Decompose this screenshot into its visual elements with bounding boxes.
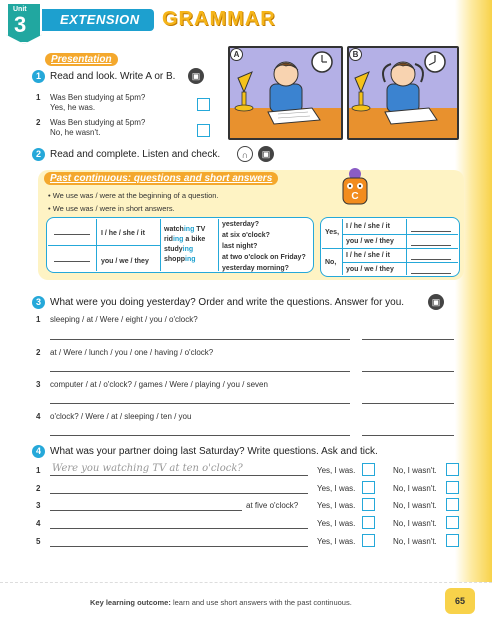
example-answer: Were you watching TV at ten o'clock?: [52, 463, 243, 474]
no-option: No, I wasn't.: [393, 519, 437, 528]
grammar-rule: • We use was / were in short answers.: [48, 204, 175, 213]
answer-line[interactable]: [362, 435, 454, 436]
ex3-item-number: 2: [36, 348, 41, 357]
picture-b-label: B: [349, 48, 362, 61]
exercise-4-instruction: What was your partner doing last Saturday? Write questions. Ask and tick.: [50, 446, 378, 457]
blank-line[interactable]: [411, 259, 451, 260]
yes-option: Yes, I was.: [317, 501, 356, 510]
exercise-2-number: 2: [32, 148, 45, 161]
time-cell: last night?: [222, 243, 258, 250]
ex3-item-text: computer / at / o'clock? / games / Were / playing / you / seven: [50, 380, 268, 389]
answer-subject: I / he / she / it: [346, 223, 390, 230]
page-number: 65: [445, 588, 475, 614]
yes-option: Yes, I was.: [317, 484, 356, 493]
no-label: No,: [325, 259, 337, 266]
yes-tick-box[interactable]: [362, 463, 375, 476]
grammar-rule-text: We use was / were at the beginning of a question.: [52, 191, 219, 200]
ex3-item-number: 4: [36, 412, 41, 421]
learning-outcome-label: Key learning outcome:: [90, 598, 171, 607]
exercise-1-instruction: Read and look. Write A or B.: [50, 71, 176, 82]
question-line[interactable]: [50, 493, 308, 494]
ex1-item-question: Was Ben studying at 5pm?: [50, 93, 146, 102]
time-cell: at six o'clock?: [222, 232, 270, 239]
answer-line[interactable]: [362, 339, 454, 340]
ex3-item-text: sleeping / at / Were / eight / you / o'clock?: [50, 315, 198, 324]
picture-a-label: A: [230, 48, 243, 61]
verb-cell: riding a bike: [164, 236, 206, 243]
page-title: GRAMMAR: [162, 8, 276, 30]
ex4-row-number: 4: [36, 519, 41, 528]
no-option: No, I wasn't.: [393, 484, 437, 493]
exercise-2-instruction: Read and complete. Listen and check.: [50, 149, 221, 160]
grammar-rule-text: We use was / were in short answers.: [52, 204, 175, 213]
exercise-4-number: 4: [32, 445, 45, 458]
no-tick-box[interactable]: [446, 498, 459, 511]
ex3-item-number: 3: [36, 380, 41, 389]
ex4-row-number: 2: [36, 484, 41, 493]
question-suffix: at five o'clock?: [246, 501, 299, 510]
ex4-row-number: 5: [36, 537, 41, 546]
grammar-tab: Past continuous: questions and short answers: [44, 172, 278, 185]
unit-number: 3: [14, 12, 27, 37]
question-line[interactable]: [50, 528, 308, 529]
answer-line[interactable]: [50, 435, 350, 436]
picture-b: [347, 46, 459, 140]
learning-outcome-text: learn and use short answers with the past continuous.: [170, 598, 352, 607]
yes-tick-box[interactable]: [362, 481, 375, 494]
yes-tick-box[interactable]: [362, 534, 375, 547]
answer-subject: I / he / she / it: [346, 252, 390, 259]
subject-cell: I / he / she / it: [101, 230, 145, 237]
yes-option: Yes, I was.: [317, 519, 356, 528]
no-tick-box[interactable]: [446, 534, 459, 547]
yes-tick-box[interactable]: [362, 516, 375, 529]
svg-text:C: C: [351, 191, 359, 202]
yes-label: Yes,: [325, 229, 340, 236]
ex3-item-text: at / Were / lunch / you / one / having / o'clock?: [50, 348, 214, 357]
ex1-answer-box[interactable]: [197, 124, 210, 137]
no-option: No, I wasn't.: [393, 537, 437, 546]
answer-line[interactable]: [362, 371, 454, 372]
extension-banner: EXTENSION: [42, 9, 154, 31]
ex3-item-number: 1: [36, 315, 41, 324]
verb-cell: shopping: [164, 256, 196, 263]
blank-line[interactable]: [411, 245, 451, 246]
learning-outcome: [90, 598, 352, 607]
mascot-icon: [338, 166, 372, 210]
time-cell: at two o'clock on Friday?: [222, 254, 306, 261]
blank-line[interactable]: [411, 273, 451, 274]
no-tick-box[interactable]: [446, 516, 459, 529]
blank-line[interactable]: [54, 234, 90, 235]
exercise-3-instruction: What were you doing yesterday? Order and write the questions. Answer for you.: [50, 297, 405, 308]
ex3-item-text: o'clock? / Were / at / sleeping / ten / you: [50, 412, 192, 421]
verb-cell: studying: [164, 246, 194, 253]
exercise-3-number: 3: [32, 296, 45, 309]
answer-subject: you / we / they: [346, 238, 394, 245]
yes-option: Yes, I was.: [317, 466, 356, 475]
answer-line[interactable]: [50, 339, 350, 340]
ex4-row-number: 3: [36, 501, 41, 510]
exercise-1-number: 1: [32, 70, 45, 83]
blank-line[interactable]: [411, 231, 451, 232]
grammar-rule: • We use was / were at the beginning of a question.: [48, 191, 219, 200]
ex1-item-number: 2: [36, 118, 41, 127]
no-tick-box[interactable]: [446, 481, 459, 494]
audio-icon[interactable]: ▣: [428, 294, 444, 310]
answer-subject: you / we / they: [346, 266, 394, 273]
answer-line[interactable]: [50, 371, 350, 372]
unit-word: Unit: [13, 6, 27, 13]
yes-option: Yes, I was.: [317, 537, 356, 546]
blank-line[interactable]: [54, 261, 90, 262]
time-cell: yesterday?: [222, 221, 259, 228]
no-tick-box[interactable]: [446, 463, 459, 476]
question-line[interactable]: [50, 546, 308, 547]
ex4-row-number: 1: [36, 466, 41, 475]
question-line[interactable]: [50, 475, 308, 476]
page-edge-strip: [455, 0, 492, 621]
ex1-item-answer: Yes, he was.: [50, 103, 96, 112]
ex1-item-number: 1: [36, 93, 41, 102]
audio-icon[interactable]: ▣: [258, 146, 274, 162]
ex1-answer-box[interactable]: [197, 98, 210, 111]
picture-a: [228, 46, 343, 140]
presentation-tab: Presentation: [45, 53, 118, 66]
question-line[interactable]: [50, 510, 242, 511]
headphones-icon[interactable]: ∩: [237, 146, 253, 162]
ex1-item-question: Was Ben studying at 5pm?: [50, 118, 146, 127]
ex1-item-answer: No, he wasn't.: [50, 128, 101, 137]
yes-tick-box[interactable]: [362, 498, 375, 511]
answer-line[interactable]: [362, 403, 454, 404]
no-option: No, I wasn't.: [393, 466, 437, 475]
time-cell: yesterday morning?: [222, 265, 289, 272]
subject-cell: you / we / they: [101, 258, 149, 265]
audio-icon[interactable]: ▣: [188, 68, 204, 84]
no-option: No, I wasn't.: [393, 501, 437, 510]
verb-cell: watching TV: [164, 226, 206, 233]
answer-line[interactable]: [50, 403, 350, 404]
